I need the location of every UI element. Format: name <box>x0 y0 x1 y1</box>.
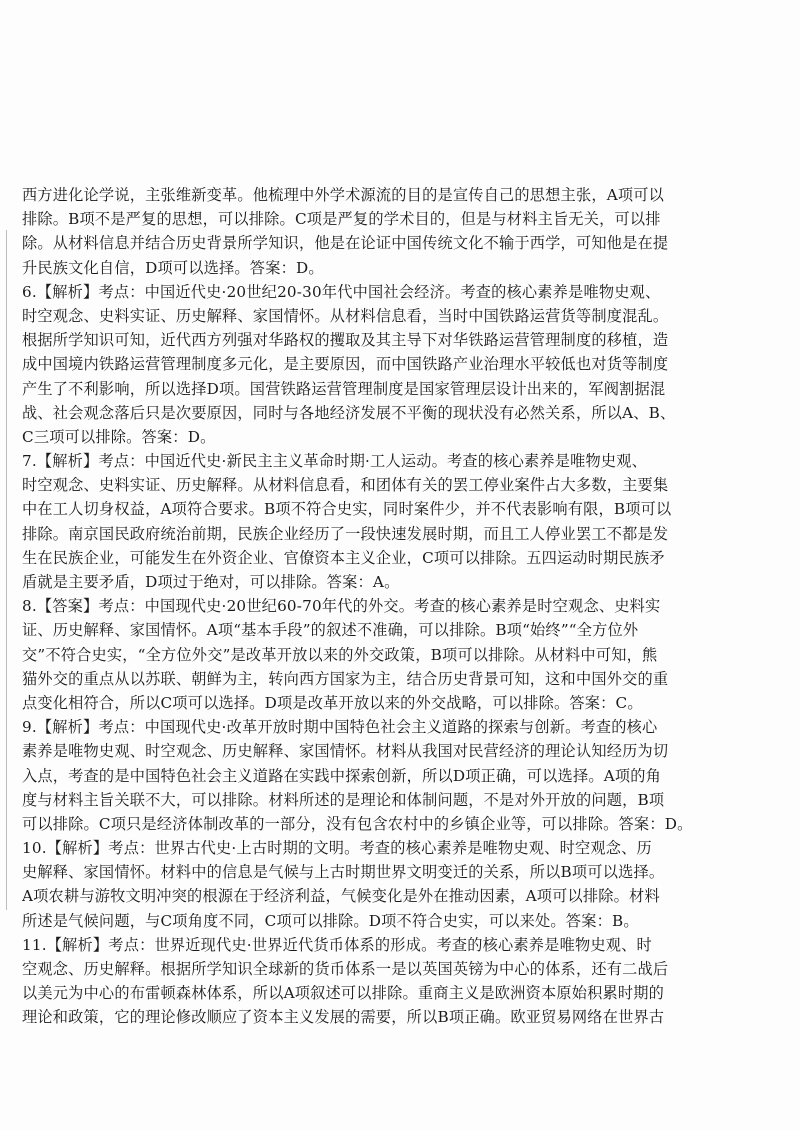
text-line: 所述是气候问题，与C项角度不同，C项可以排除。D项不符合史实，可以来处。答案：B。 <box>22 911 639 930</box>
question-6-heading: 6.【解析】考点：中国近代史·20世纪20-30年代中国社会经济。考查的核心素养是唯物史观、 <box>22 282 661 301</box>
text-line: 产生了不利影响，所以选择D项。国营铁路运营管理制度是国家管理层设计出来的，军阀割据混 <box>22 379 666 398</box>
text-line: 盾就是主要矛盾，D项过于绝对，可以排除。答案：A。 <box>22 573 400 591</box>
text-line: C三项可以排除。答案：D。 <box>22 427 216 446</box>
text-line: 空观念、历史解释。根据所学知识全球新的货币体系一是以英国英镑为中心的体系，还有二战后 <box>22 960 669 978</box>
text-line: 时空观念、史料实证、历史解释、家国情怀。从材料信息看，当时中国铁路运营货等制度混乱。 <box>22 306 669 325</box>
text-line: 时空观念、史料实证、历史解释。从材料信息看，和团体有关的罢工停业案件占大多数，主要集 <box>22 476 669 495</box>
text-line: 排除。B项不是严复的思想，可以排除。C项是严复的学术目的，但是与材料主旨无关，可以排 <box>22 210 661 229</box>
question-11-heading: 11.【解析】考点：世界近现代史·世界近代货币体系的形成。考查的核心素养是唯物史观、时 <box>22 935 652 954</box>
text-line: 成中国境内铁路运营管理制度多元化，是主要原因，而中国铁路产业治理水平较低也对货等制度 <box>22 355 669 374</box>
text-line: 生在民族企业，可能发生在外资企业、官僚资本主义企业，C项可以排除。五四运动时期民族矛 <box>22 548 665 567</box>
text-line: 度与材料主旨关联不大，可以排除。材料所述的是理论和体制问题，不是对外开放的问题，B项 <box>22 790 665 809</box>
text-line: 可以排除。C项只是经济体制改革的一部分，没有包含农村中的乡镇企业等，可以排除。答案：D。 <box>22 814 693 833</box>
question-8-heading: 8.【答案】考点：中国现代史·20世纪60-70年代的外交。考查的核心素养是时空观念、史料实 <box>22 597 661 616</box>
answer-explanations <box>22 183 782 1030</box>
text-line: 排除。南京国民政府统治前期，民族企业经历了一段快速发展时期，而且工人停业罢工不都是发 <box>22 524 669 543</box>
text-line: 入点，考查的是中国特色社会主义道路在实践中探索创新，所以D项正确，可以选择。A项的角 <box>22 766 662 785</box>
text-line: 点变化相符合，所以C项可以选择。D项是改革开放以来的外交战略，可以排除。答案：C。 <box>22 693 643 712</box>
text-line: 史解释、家国情怀。材料中的信息是气候与上古时期世界文明变迁的关系，所以B项可以选择。 <box>22 863 665 882</box>
text-line: 理论和政策，它的理论修改顺应了资本主义发展的需要，所以B项正确。欧亚贸易网络在世界古 <box>22 1008 665 1027</box>
question-9-heading: 9.【解析】考点：中国现代史·改革开放时期中国特色社会主义道路的探索与创新。考查的核心 <box>22 718 658 737</box>
text-line: 西方进化论学说，主张维新变革。他梳理中外学术源流的目的是宣传自己的思想主张，A项可以 <box>22 186 665 204</box>
scan-margin-line <box>6 230 7 910</box>
question-7-heading: 7.【解析】考点：中国近代史·新民主主义革命时期·工人运动。考查的核心素养是唯物史观、 <box>22 452 648 471</box>
text-line: 猫外交的重点从以苏联、朝鲜为主，转向西方国家为主，结合历史背景可知，这和中国外交的重 <box>22 669 669 688</box>
text-line: 以美元为中心的布雷顿森林体系，所以A项叙述可以排除。重商主义是欧洲资本原始积累时期的 <box>22 984 665 1003</box>
text-line: 交”不符合史实，“全方位外交”是改革开放以来的外交政策，B项可以排除。从材料中可知，熊 <box>22 645 658 664</box>
text-line: 战、社会观念落后只是次要原因，同时与各地经济发展不平衡的现状没有必然关系，所以A、B、 <box>22 403 676 422</box>
text-line: 中在工人切身权益，A项符合要求。B项不符合史实，同时案件少，并不代表影响有限，B项可以 <box>22 500 672 519</box>
text-line: 根据所学知识可知，近代西方列强对华路权的攫取及其主导下对华铁路运营管理制度的移植，造 <box>22 331 669 350</box>
text-line: A项农耕与游牧文明冲突的根源在于经济利益，气候变化是外在推动因素，A项可以排除。材料 <box>22 887 660 906</box>
text-line: 证、历史解释、家国情怀。A项“基本手段”的叙述不准确，可以排除。B项“始终”“全方位外 <box>22 621 639 640</box>
question-10-heading: 10.【解析】考点：世界古代史·上古时期的文明。考查的核心素养是唯物史观、时空观念、历 <box>22 839 652 858</box>
text-line: 升民族文化自信，D项可以选择。答案：D。 <box>22 258 324 277</box>
text-line: 素养是唯物史观、时空观念、历史解释、家国情怀。材料从我国对民营经济的理论认知经历为切 <box>22 742 669 761</box>
text-line: 除。从材料信息并结合历史背景所学知识，他是在论证中国传统文化不输于西学，可知他是在提 <box>22 234 669 253</box>
